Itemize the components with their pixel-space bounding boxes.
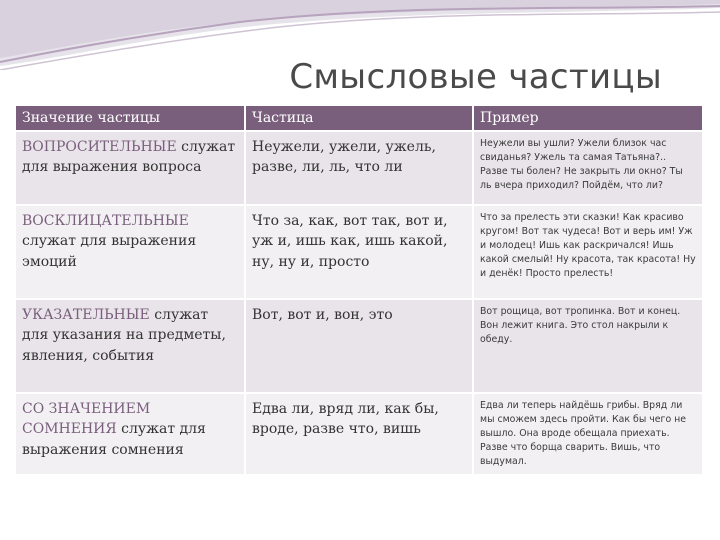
particles-cell: Что за, как, вот так, вот и, уж и, ишь как, ишь какой, ну, ну и, просто <box>246 206 472 298</box>
particles-table <box>14 104 704 476</box>
header-meaning: Значение частицы <box>16 106 244 130</box>
particle-meaning: служат для выражения вопроса <box>22 139 236 176</box>
particle-meaning: служат для указания на предметы, явления, события <box>22 307 226 364</box>
particle-kind: СО ЗНАЧЕНИЕМ СОМНЕНИЯ <box>22 401 151 438</box>
table-row <box>16 132 702 204</box>
header-example: Пример <box>474 106 702 130</box>
example-cell: Что за прелесть эти сказки! Как красиво кругом! Вот так чудеса! Вот и верь им! Уж и молодец! Ишь как раскричался! Ишь какой смелый! Ну красота, так красота! Ну и денёк! Просто прелесть! <box>474 206 702 298</box>
meaning-cell <box>16 206 244 298</box>
particle-meaning: служат для выражения сомнения <box>22 421 206 458</box>
particle-kind: ВОСКЛИЦАТЕЛЬНЫЕ <box>22 213 189 229</box>
header-particle: Частица <box>246 106 472 130</box>
particles-cell: Неужели, ужели, ужель, разве, ли, ль, что ли <box>246 132 472 204</box>
page-title: Смысловые частицы <box>289 57 662 97</box>
example-cell: Неужели вы ушли? Ужели близок час свиданья? Ужель та самая Татьяна?.. Разве ты болен? Не закрыть ли окно? Ты ль вчера приходил? Пойдём, что ли? <box>474 132 702 204</box>
particle-meaning: служат для выражения эмоций <box>22 233 197 270</box>
particle-kind: УКАЗАТЕЛЬНЫЕ <box>22 307 150 323</box>
example-cell: Вот рощица, вот тропинка. Вот и конец. Вон лежит книга. Это стол накрыли к обеду. <box>474 300 702 392</box>
particles-cell: Едва ли, вряд ли, как бы, вроде, разве что, вишь <box>246 394 472 474</box>
meaning-cell <box>16 132 244 204</box>
table-row <box>16 394 702 474</box>
particle-kind: ВОПРОСИТЕЛЬНЫЕ <box>22 139 177 155</box>
table-row <box>16 300 702 392</box>
table-header-row <box>16 106 702 130</box>
example-cell: Едва ли теперь найдёшь грибы. Вряд ли мы сможем здесь пройти. Как бы чего не вышло. Она вроде обещала приехать. Разве что борща сварить. Вишь, что выдумал. <box>474 394 702 474</box>
meaning-cell <box>16 300 244 392</box>
meaning-cell <box>16 394 244 474</box>
particles-cell: Вот, вот и, вон, это <box>246 300 472 392</box>
table-row <box>16 206 702 298</box>
